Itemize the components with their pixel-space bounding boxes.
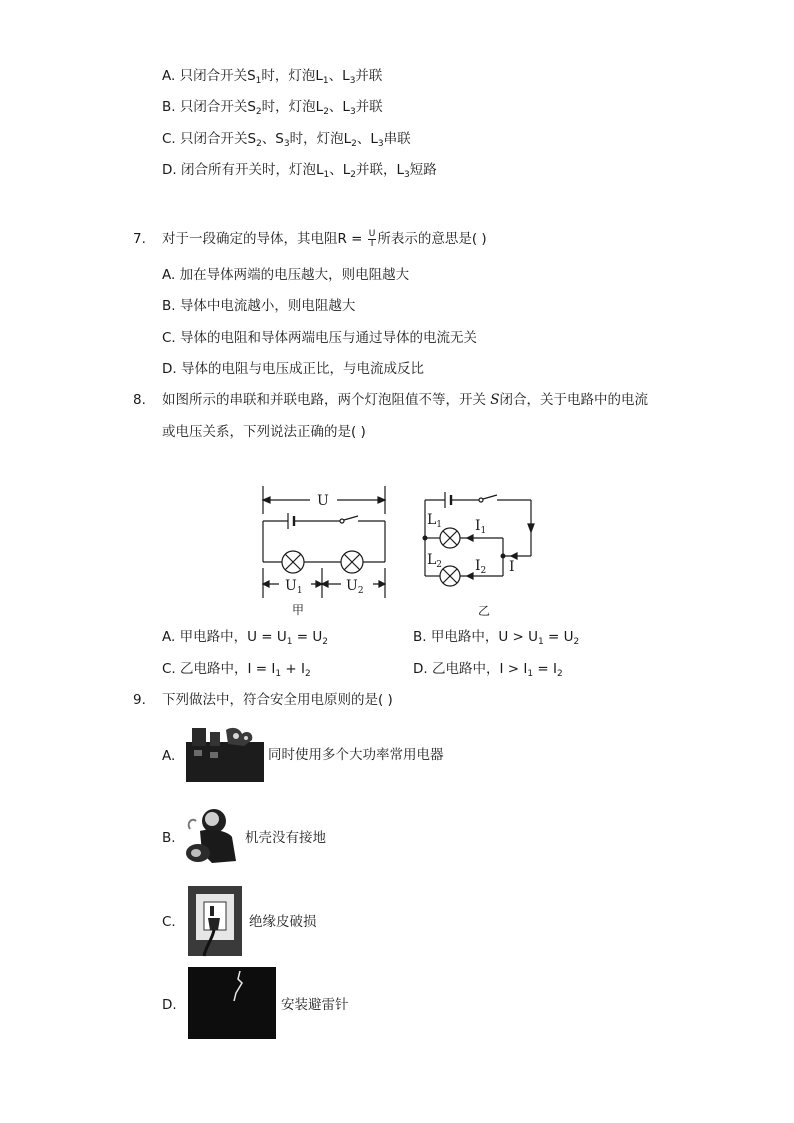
label-i: I (509, 559, 515, 575)
caption-yi: 乙 (478, 604, 491, 618)
label-l2: $L_2$ (427, 552, 443, 570)
q7-option-d: D. 导体的电阻与电压成正比，与电流成反比 (162, 361, 424, 377)
q9-option-a-text: 同时使用多个大功率常用电器 (268, 747, 444, 763)
q8-option-c: C. 乙电路中，$I = I_1 + I_2$ (162, 661, 311, 679)
label-u: U (317, 493, 329, 509)
damaged-insulation-image (186, 884, 244, 958)
caption-jia: 甲 (292, 603, 305, 617)
q7-option-a: A. 加在导体两端的电压越大，则电阻越大 (162, 267, 410, 283)
circuit-diagram-yi (415, 484, 545, 620)
q9-option-b-letter: B. (162, 830, 176, 846)
q7-number: 7. (133, 231, 146, 247)
label-l1: $L_1$ (427, 512, 443, 530)
q9-option-c-text: 绝缘皮破损 (249, 914, 317, 930)
q7-fraction: $\frac{U}{I}$ (368, 228, 376, 249)
q9-option-d-letter: D. (162, 997, 177, 1013)
q8-option-a: A. 甲电路中，$U = U_1 = U_2$ (162, 629, 328, 647)
q8-option-b: B. 甲电路中，$U > U_1 = U_2$ (413, 629, 580, 647)
q7-option-c: C. 导体的电阻和导体两端电压与通过导体的电流无关 (162, 330, 478, 346)
label-i2: $I_2$ (475, 558, 487, 576)
label-i1: $I_1$ (475, 518, 487, 536)
q9-option-b-text: 机壳没有接地 (245, 830, 326, 846)
q6-option-c: C. 只闭合开关$S_2$、$S_3$时，灯泡$L_2$、$L_3$串联 (162, 131, 411, 149)
q7-option-b: B. 导体中电流越小，则电阻越大 (162, 298, 356, 314)
q9-option-a-letter: A. (162, 748, 176, 764)
q8-stem-line1: 如图所示的串联和并联电路，两个灯泡阻值不等，开关 S闭合，关于电路中的电流 (162, 392, 649, 408)
q9-option-c-letter: C. (162, 914, 176, 930)
q9-option-d-text: 安装避雷针 (281, 997, 349, 1013)
ungrounded-appliance-image (182, 803, 244, 867)
q9-stem: 下列做法中，符合安全用电原则的是( ) (162, 692, 393, 708)
q8-option-d: D. 乙电路中，$I > I_1 = I_2$ (413, 661, 563, 679)
q7-stem: 对于一段确定的导体，其电阻R = $\frac{U}{I}$ 所表示的意思是( ) (162, 228, 487, 249)
label-u2: $U_2$ (346, 578, 364, 596)
overloaded-power-strip-image (186, 724, 264, 782)
q6-option-d: D. 闭合所有开关时，灯泡$L_1$、$L_2$并联，$L_3$短路 (162, 162, 437, 180)
q6-option-a: A. 只闭合开关$S_1$时，灯泡$L_1$、$L_3$并联 (162, 68, 383, 86)
label-u1: $U_1$ (285, 578, 303, 596)
q8-stem-line2: 或电压关系，下列说法正确的是( ) (162, 424, 366, 440)
q9-number: 9. (133, 692, 146, 708)
circuit-diagram-jia (255, 480, 395, 620)
q8-number: 8. (133, 392, 146, 408)
q6-option-b: B. 只闭合开关$S_2$时，灯泡$L_2$、$L_3$并联 (162, 99, 383, 117)
lightning-rod-image (188, 967, 276, 1039)
